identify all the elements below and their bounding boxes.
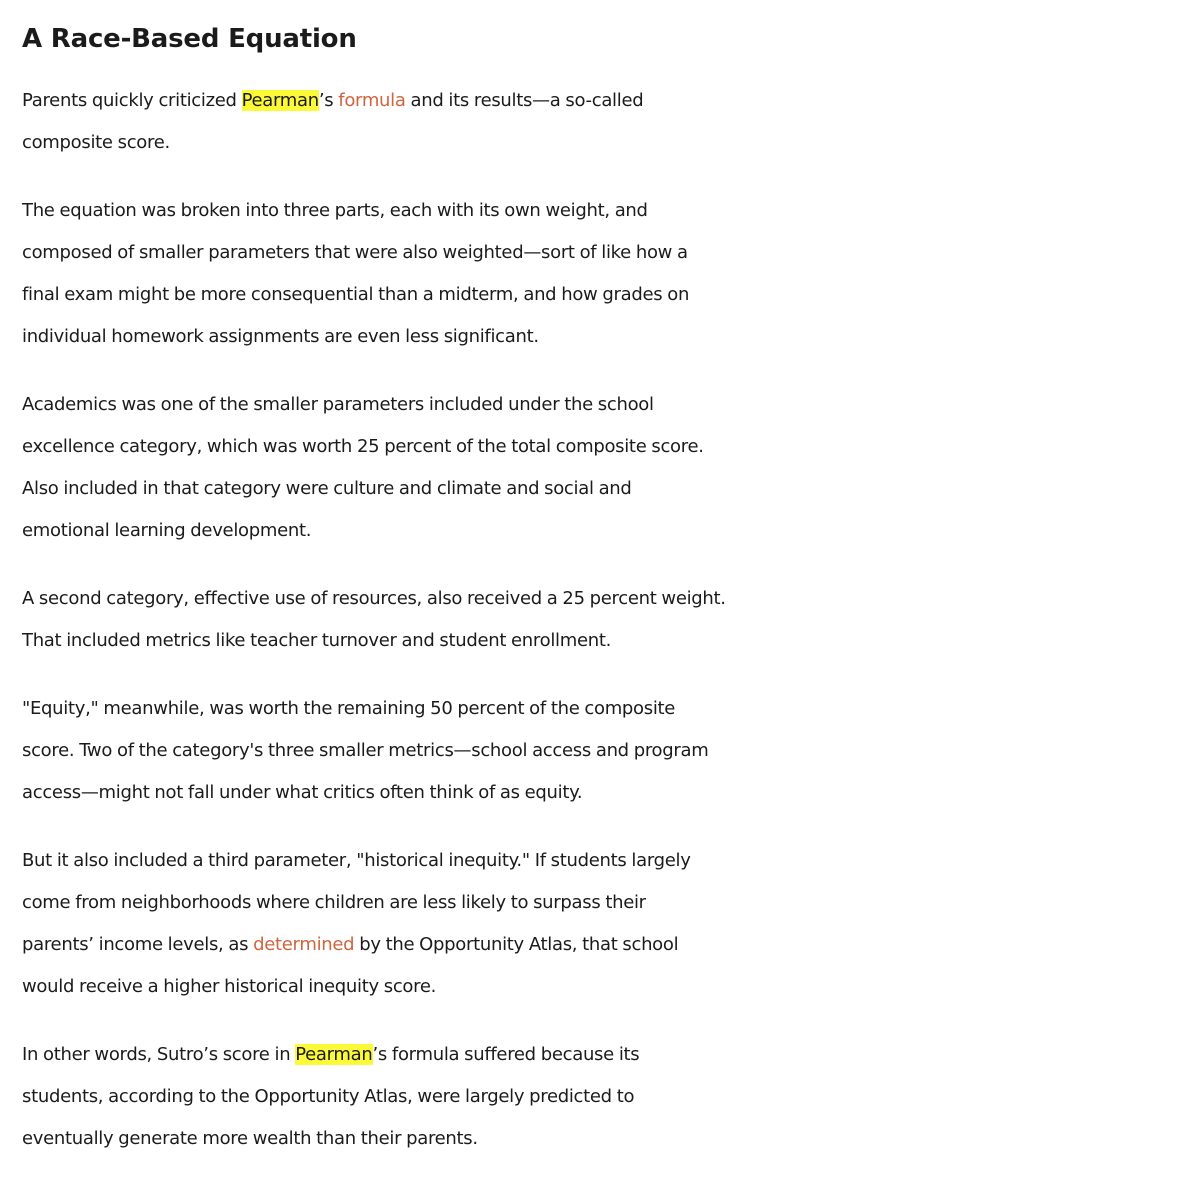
paragraph-line: [22, 80, 1200, 122]
paragraph-line: The equation was broken into three parts, each with its own weight, and: [22, 200, 648, 221]
paragraph-5: [22, 688, 1200, 814]
paragraph-line: excellence category, which was worth 25 percent of the total composite score.: [22, 436, 704, 457]
determined-link[interactable]: determined: [253, 934, 355, 955]
paragraph-line: That included metrics like teacher turnover and student enrollment.: [22, 630, 612, 651]
formula-link[interactable]: formula: [338, 90, 406, 111]
paragraph-line: But it also included a third parameter, "historical inequity." If students largely: [22, 850, 691, 871]
paragraph-line: [22, 924, 1200, 966]
paragraph-4: [22, 578, 1200, 662]
paragraph-line: emotional learning development.: [22, 520, 312, 541]
paragraph-line: access—might not fall under what critics often think of as equity.: [22, 782, 583, 803]
highlighted-term: Pearman: [295, 1044, 373, 1065]
paragraph-3: [22, 384, 1200, 552]
paragraph-line: individual homework assignments are even less significant.: [22, 326, 539, 347]
section-heading: A Race-Based Equation: [22, 24, 357, 54]
paragraph-line: score. Two of the category's three smaller metrics—school access and program: [22, 740, 709, 761]
text-run: parents’ income levels, as: [22, 934, 254, 955]
paragraph-line: composite score.: [22, 132, 170, 153]
text-run: ’s: [318, 90, 339, 111]
highlighted-term: Pearman: [241, 90, 319, 111]
paragraph-line: eventually generate more wealth than their parents.: [22, 1128, 478, 1149]
paragraph-6: [22, 840, 1200, 1008]
paragraph-line: composed of smaller parameters that were also weighted—sort of like how a: [22, 242, 688, 263]
paragraph-1: [22, 80, 1200, 164]
text-run: ’s formula suffered because its: [372, 1044, 640, 1065]
paragraph-line: Academics was one of the smaller parameters included under the school: [22, 394, 654, 415]
text-run: by the Opportunity Atlas, that school: [354, 934, 679, 955]
paragraph-line: Also included in that category were culture and climate and social and: [22, 478, 632, 499]
paragraph-7: [22, 1034, 1200, 1160]
paragraph-line: [22, 1034, 1200, 1076]
paragraph-line: A second category, effective use of resources, also received a 25 percent weight.: [22, 588, 726, 609]
paragraph-line: students, according to the Opportunity Atlas, were largely predicted to: [22, 1086, 635, 1107]
text-run: Parents quickly criticized: [22, 90, 242, 111]
paragraph-line: come from neighborhoods where children are less likely to surpass their: [22, 892, 646, 913]
paragraph-line: final exam might be more consequential than a midterm, and how grades on: [22, 284, 690, 305]
paragraph-line: would receive a higher historical inequity score.: [22, 976, 437, 997]
paragraph-line: "Equity," meanwhile, was worth the remaining 50 percent of the composite: [22, 698, 676, 719]
text-run: In other words, Sutro’s score in: [22, 1044, 296, 1065]
paragraph-2: [22, 190, 1200, 358]
text-run: and its results—a so-called: [405, 90, 644, 111]
